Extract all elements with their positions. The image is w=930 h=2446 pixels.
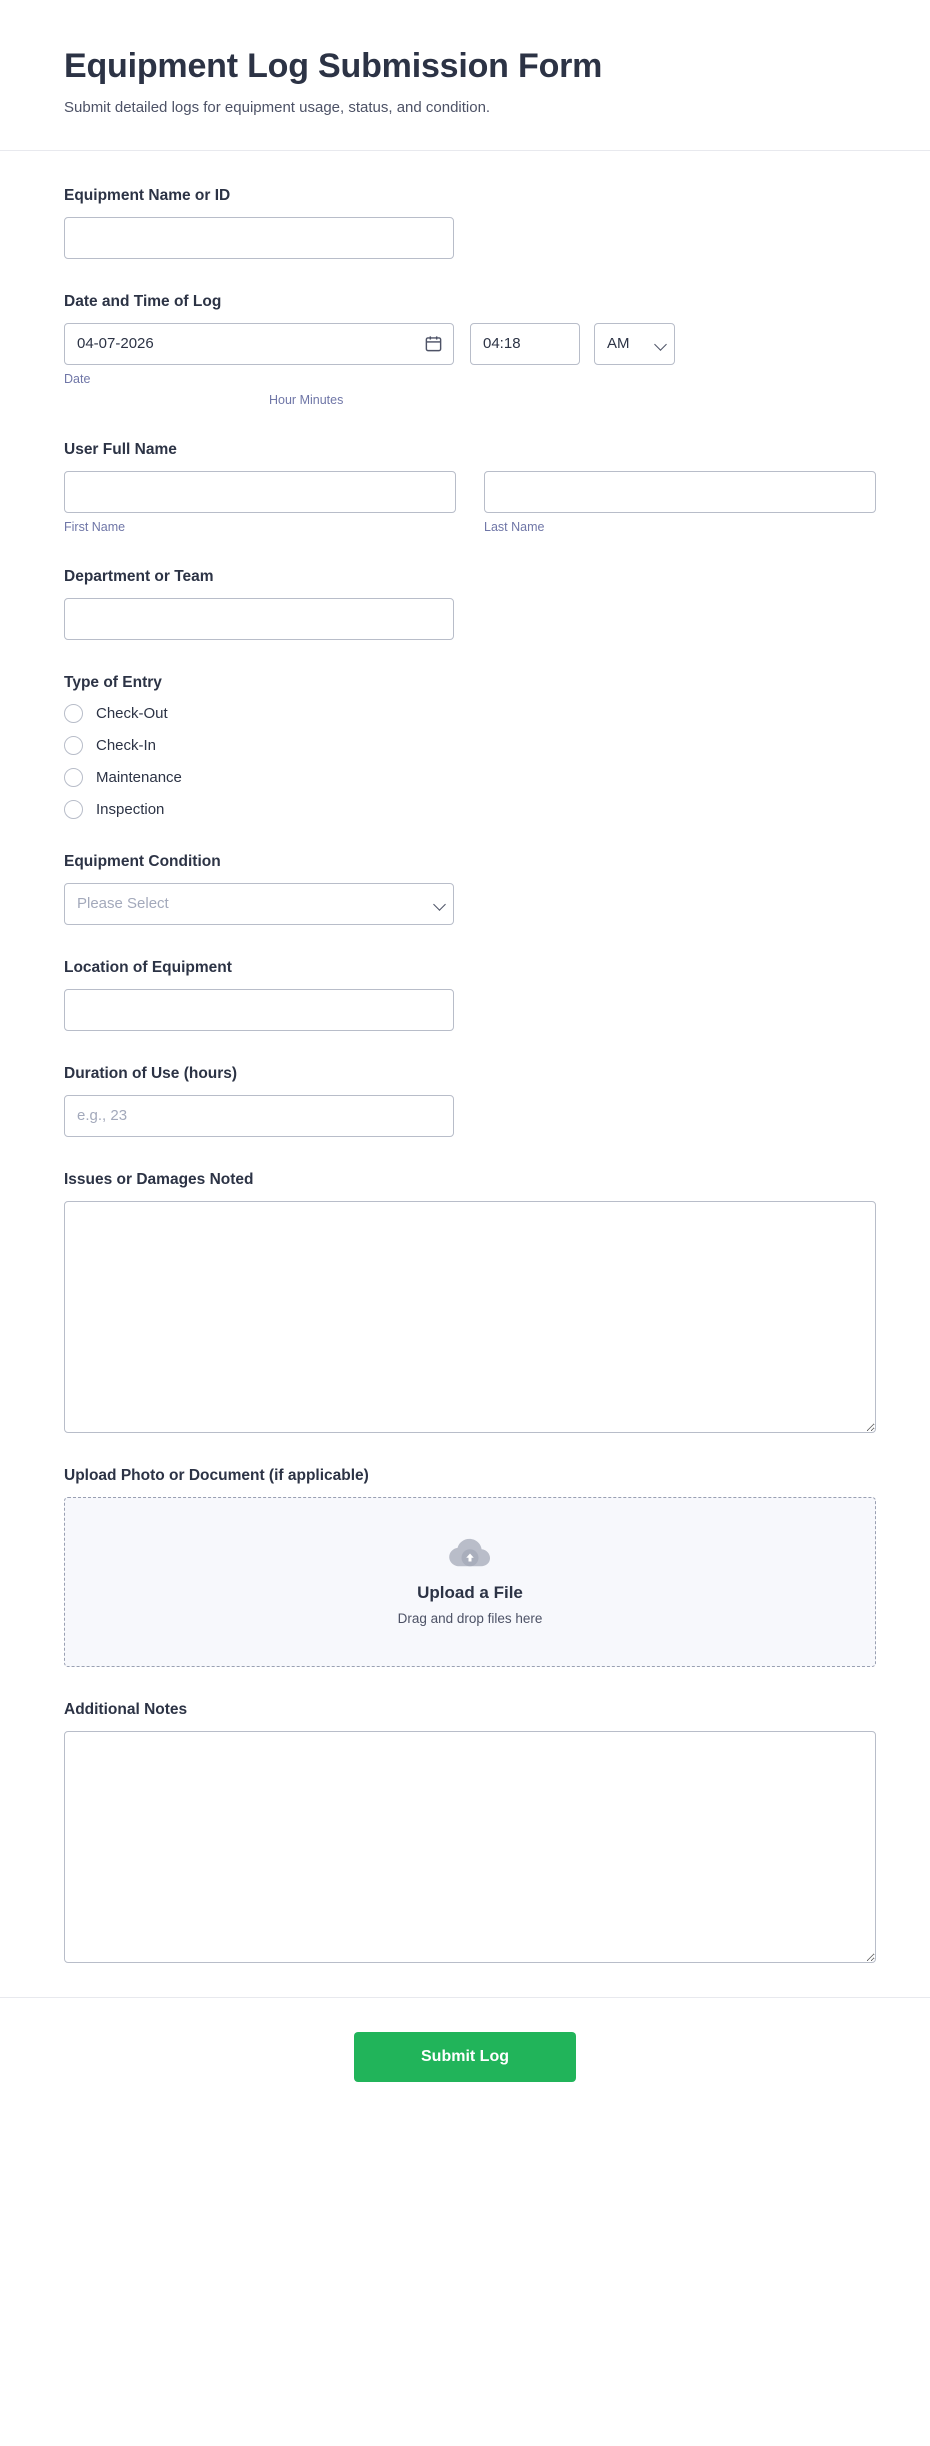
- field-entry-type: [64, 674, 866, 819]
- equipment-name-input[interactable]: [64, 217, 454, 259]
- datetime-label: Date and Time of Log: [64, 292, 222, 310]
- radio-icon[interactable]: [64, 736, 83, 755]
- first-name-input[interactable]: [64, 471, 456, 513]
- radio-option-inspection[interactable]: [64, 800, 866, 819]
- date-input-wrap: [64, 323, 454, 365]
- time-sublabel-row: [64, 386, 866, 407]
- field-upload: [64, 1467, 866, 1667]
- additional-notes-label: Additional Notes: [64, 1700, 188, 1718]
- department-input[interactable]: [64, 598, 454, 640]
- last-name-input[interactable]: [484, 471, 876, 513]
- time-input[interactable]: [470, 323, 580, 365]
- additional-notes-textarea[interactable]: [64, 1731, 876, 1963]
- equipment-condition-select-wrap: [64, 883, 454, 925]
- last-name-sublabel: Last Name: [484, 519, 545, 534]
- datetime-row: [64, 323, 866, 386]
- form-header: [0, 0, 930, 151]
- time-sublabel: Hour Minutes: [269, 392, 344, 407]
- location-label: Location of Equipment: [64, 958, 232, 976]
- upload-hint: Drag and drop files here: [397, 1611, 543, 1627]
- form-body: [0, 151, 930, 1963]
- ampm-select[interactable]: [594, 323, 675, 365]
- equipment-condition-label: Equipment Condition: [64, 852, 221, 870]
- form-footer: [0, 1997, 930, 2122]
- radio-icon[interactable]: [64, 704, 83, 723]
- radio-icon[interactable]: [64, 768, 83, 787]
- duration-input[interactable]: [64, 1095, 454, 1137]
- user-name-label: User Full Name: [64, 440, 177, 458]
- radio-option-maintenance[interactable]: [64, 768, 866, 787]
- radio-label: Check-In: [96, 736, 157, 754]
- field-user-name: [64, 441, 866, 534]
- date-column: [64, 323, 454, 386]
- field-issues: [64, 1171, 866, 1433]
- page-subtitle: Submit detailed logs for equipment usage, status, and condition.: [64, 98, 491, 116]
- date-sublabel: Date: [64, 371, 91, 386]
- radio-label: Check-Out: [96, 704, 168, 722]
- ampm-column: [594, 323, 675, 365]
- department-label: Department or Team: [64, 567, 214, 585]
- field-equipment-condition: [64, 853, 866, 925]
- equipment-name-label: Equipment Name or ID: [64, 186, 231, 204]
- submit-log-button[interactable]: Submit Log: [354, 2032, 576, 2082]
- field-duration: [64, 1065, 866, 1137]
- upload-title: Upload a File: [417, 1583, 523, 1603]
- last-name-column: [484, 471, 876, 534]
- ampm-select-wrap: [594, 323, 675, 365]
- field-location: [64, 959, 866, 1031]
- equipment-condition-select[interactable]: [64, 883, 454, 925]
- radio-label: Maintenance: [96, 768, 182, 786]
- page-title: Equipment Log Submission Form: [64, 47, 603, 85]
- location-input[interactable]: [64, 989, 454, 1031]
- entry-type-label: Type of Entry: [64, 673, 162, 691]
- field-datetime: [64, 293, 866, 407]
- field-additional-notes: [64, 1701, 866, 1963]
- upload-label: Upload Photo or Document (if applicable): [64, 1466, 369, 1484]
- first-name-column: [64, 471, 456, 534]
- name-row: [64, 471, 866, 534]
- issues-textarea[interactable]: [64, 1201, 876, 1433]
- radio-label: Inspection: [96, 800, 165, 818]
- date-input[interactable]: [64, 323, 454, 365]
- radio-option-check-out[interactable]: [64, 704, 866, 723]
- radio-icon[interactable]: [64, 800, 83, 819]
- radio-option-check-in[interactable]: [64, 736, 866, 755]
- issues-label: Issues or Damages Noted: [64, 1170, 254, 1188]
- field-department: [64, 568, 866, 640]
- time-column: [470, 323, 580, 365]
- cloud-upload-icon: [447, 1537, 493, 1571]
- duration-label: Duration of Use (hours): [64, 1064, 238, 1082]
- field-equipment-name: [64, 187, 866, 259]
- file-upload-dropzone[interactable]: [64, 1497, 876, 1667]
- first-name-sublabel: First Name: [64, 519, 126, 534]
